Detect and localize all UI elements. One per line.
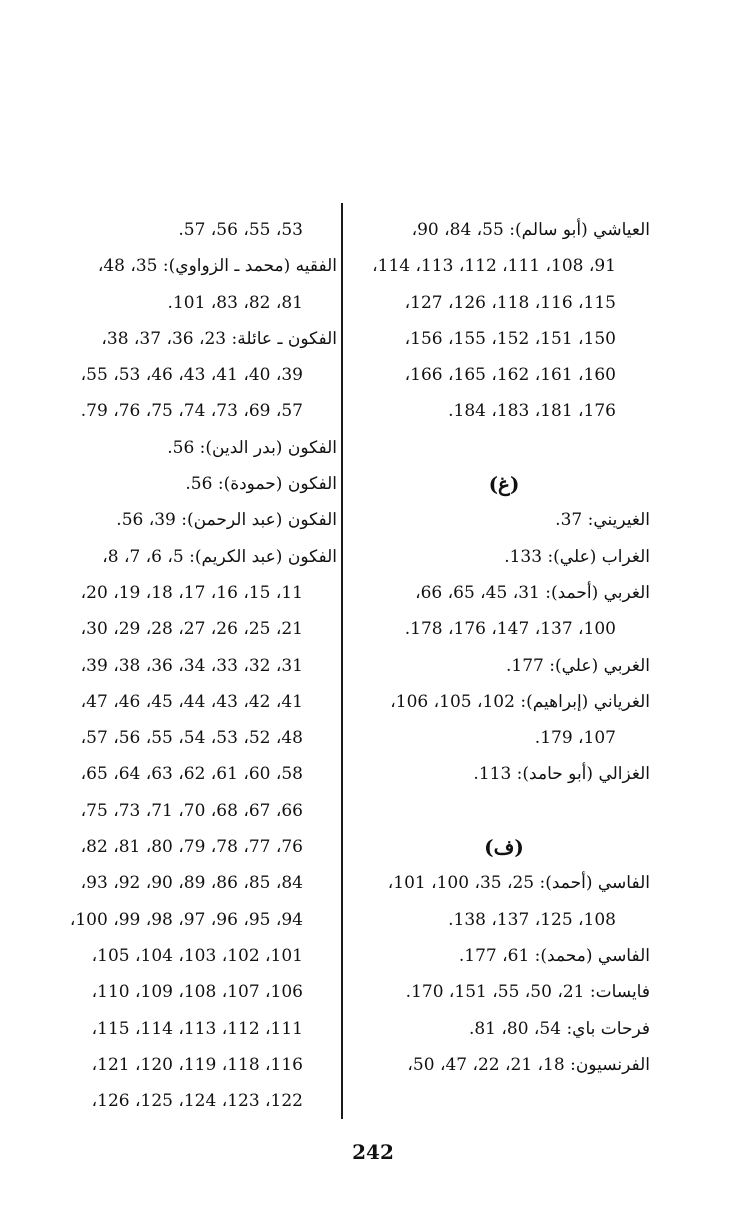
index-entry: فرحات باي: 54، 80، 81. [468,1018,650,1039]
index-entry: الغربي (علي): 177. [506,655,650,676]
blank-line [358,793,650,829]
index-entry-continuation: 116، 118، 119، 120، 121، [91,1054,303,1075]
left-column [40,212,337,1119]
index-entry-continuation: 160، 161، 162، 165، 166، [404,365,616,386]
index-entry-continuation: 48، 52، 53، 54، 55، 56، 57، [80,728,303,749]
index-entry-continuation: 53، 55، 56، 57. [178,220,303,240]
index-entry-continuation: 39، 40، 41، 43، 46، 53، 55، [80,365,303,386]
section-letter-heading: (ف) [484,835,524,860]
section-letter-heading: (غ) [488,472,520,497]
index-entry-continuation: 41، 42، 43، 44، 45، 46، 47، [80,691,303,712]
index-entry: الفكون (حمودة): 56. [185,474,337,495]
index-entry: الغيريني: 37. [555,510,650,531]
index-entry: الغربي (أحمد): 31، 45، 65، 66، [415,582,650,603]
index-entry-continuation: 31، 32، 33، 34، 36، 38، 39، [80,655,303,676]
index-entry-continuation: 150، 151، 152، 155، 156، [404,328,616,349]
index-entry: الفكون (عبد الرحمن): 39، 56. [116,510,337,531]
index-entry: الفكون ـ عائلة: 23، 36، 37، 38، [101,328,337,349]
blank-line [358,430,650,466]
index-entry-continuation: 21، 25، 26، 27، 28، 29، 30، [80,619,303,640]
index-entry-continuation: 108، 125، 137، 138. [448,909,616,930]
index-entry: فايسات: 21، 50، 55، 151، 170. [405,982,650,1003]
index-entry-continuation: 176، 181، 183، 184. [448,401,616,422]
index-entry: الفاسي (محمد): 61، 177. [458,945,650,966]
index-entry: الغزالي (أبو حامد): 113. [473,764,650,785]
index-entry: الغراب (علي): 133. [504,546,650,567]
index-entry: العياشي (أبو سالم): 55، 84، 90، [411,220,650,240]
index-entry-continuation: 58، 60، 61، 62، 63، 64، 65، [80,764,303,785]
index-entry-continuation: 91، 108، 111، 112، 113، 114، [372,256,616,277]
index-entry-continuation: 81، 82، 83، 101. [167,292,303,313]
index-entry-continuation: 122، 123، 124، 125، 126، [91,1091,303,1112]
index-entry-continuation: 100، 137، 147، 176، 178. [404,619,616,640]
column-divider [341,203,343,1119]
index-entry-continuation: 94، 95، 96، 97، 98، 99، 100، [69,909,303,930]
index-entry-continuation: 115، 116، 118، 126، 127، [404,292,616,313]
index-entry: الفرنسيون: 18، 21، 22، 47، 50، [407,1054,650,1075]
index-entry: الفكون (بدر الدين): 56. [167,437,337,458]
index-entry-continuation: 66، 67، 68، 70، 71، 73، 75، [80,800,303,821]
index-entry-continuation: 57، 69، 73، 74، 75، 76، 79. [80,401,303,422]
index-entry: الفاسي (أحمد): 25، 35، 100، 101، [387,873,650,894]
index-entry-continuation: 111، 112، 113، 114، 115، [91,1018,303,1039]
right-column [358,212,650,1083]
index-entry-continuation: 106، 107، 108، 109، 110، [91,982,303,1003]
index-entry-continuation: 84، 85، 86، 89، 90، 92، 93، [80,873,303,894]
index-entry-continuation: 11، 15، 16، 17، 18، 19، 20، [80,582,303,603]
index-entry-continuation: 76، 77، 78، 79، 80، 81، 82، [80,837,303,858]
index-entry-continuation: 107، 179. [534,728,616,749]
index-entry: الغرياني (إبراهيم): 102، 105، 106، [390,691,650,712]
index-entry: الفقيه (محمد ـ الزواوي): 35، 48، [97,256,337,277]
index-entry: الفكون (عبد الكريم): 5، 6، 7، 8، [102,546,337,567]
index-entry-continuation: 101، 102، 103، 104، 105، [91,945,303,966]
page-number: 242 [352,1140,394,1164]
